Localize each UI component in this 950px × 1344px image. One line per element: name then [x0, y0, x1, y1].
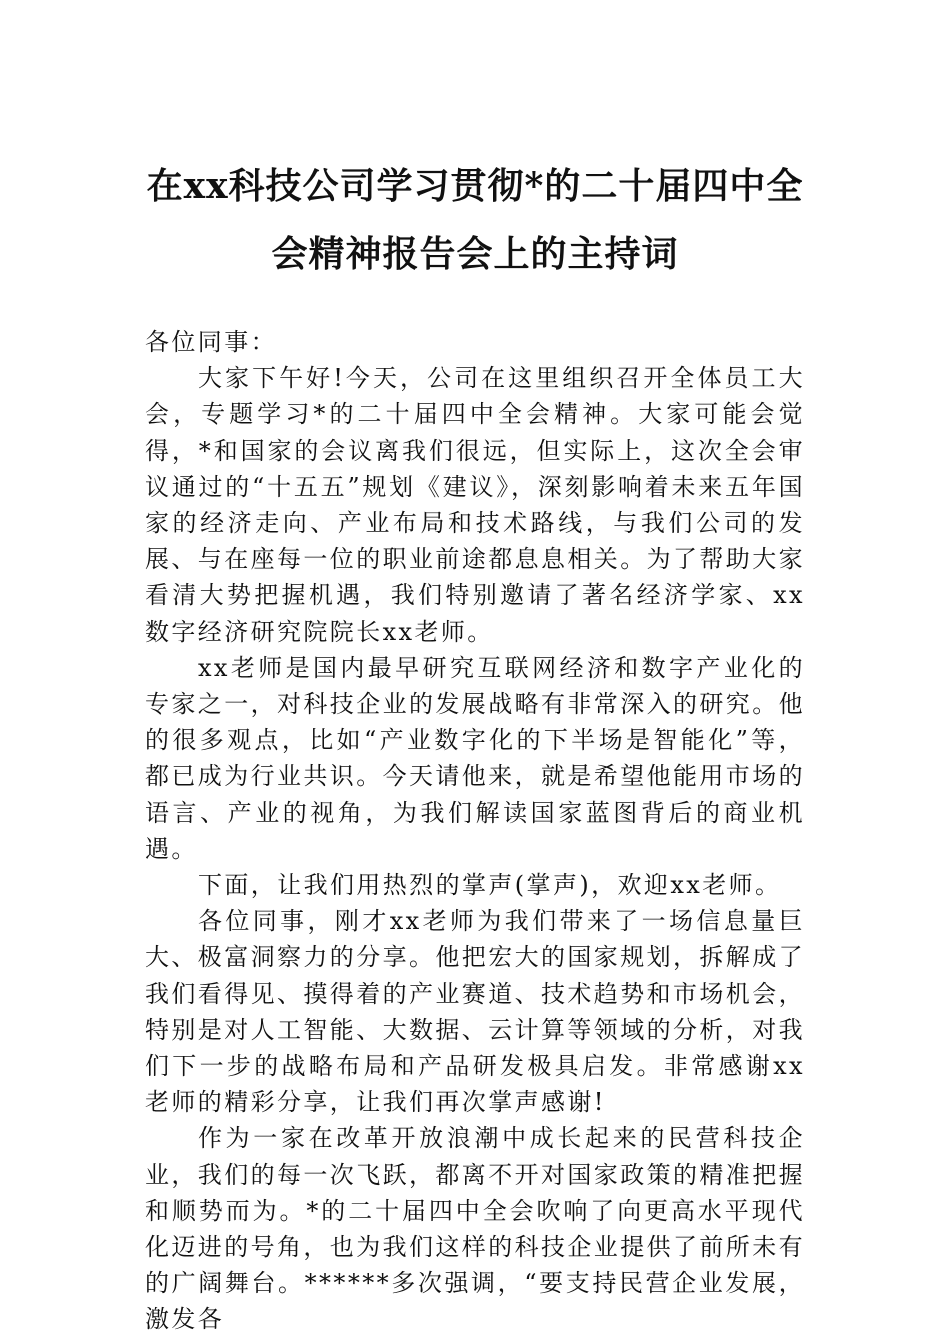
document-title-line-1: 在xx科技公司学习贯彻*的二十届四中全 — [146, 165, 804, 207]
paragraph-5: 作为一家在改革开放浪潮中成长起来的民营科技企业，我们的每一次飞跃，都离不开对国家政策的精准把握和顺势而为。*的二十届四中全会吹响了向更高水平现代化迈进的号角，也为我们这样的科技企业提供了前所未有的广阔舞台。******多次强调，“要支持民营企业发展，激发各 — [145, 1124, 805, 1334]
paragraph-3: 下面，让我们用热烈的掌声(掌声)，欢迎xx老师。 — [198, 871, 782, 900]
paragraph-2: xx老师是国内最早研究互联网经济和数字产业化的专家之一，对科技企业的发展战略有非常深入的研究。他的很多观点，比如“产业数字化的下半场是智能化”等，都已成为行业共识。今天请他来，就是希望他能用市场的语言、产业的视角，为我们解读国家蓝图背后的商业机遇。 — [145, 653, 805, 863]
paragraph-4: 各位同事，刚才xx老师为我们带来了一场信息量巨大、极富洞察力的分享。他把宏大的国家规划，拆解成了我们看得见、摸得着的产业赛道、技术趋势和市场机会，特别是对人工智能、大数据、云计算等领域的分析，对我们下一步的战略布局和产品研发极具启发。非常感谢xx老师的精彩分享，让我们再次掌声感谢! — [145, 907, 805, 1117]
document-title-line-2: 会精神报告会上的主持词 — [271, 233, 679, 275]
paragraph-1: 大家下午好!今天，公司在这里组织召开全体员工大会，专题学习*的二十届四中全会精神。大家可能会觉得，*和国家的会议离我们很远，但实际上，这次全会审议通过的“十五五”规划《建议》，深刻影响着未来五年国家的经济走向、产业布局和技术路线，与我们公司的发展、与在座每一位的职业前途都息息相关。为了帮助大家看清大势把握机遇，我们特别邀请了著名经济学家、xx数字经济研究院院长xx老师。 — [145, 364, 805, 646]
salutation: 各位同事： — [145, 328, 277, 356]
document-body — [145, 324, 805, 1338]
